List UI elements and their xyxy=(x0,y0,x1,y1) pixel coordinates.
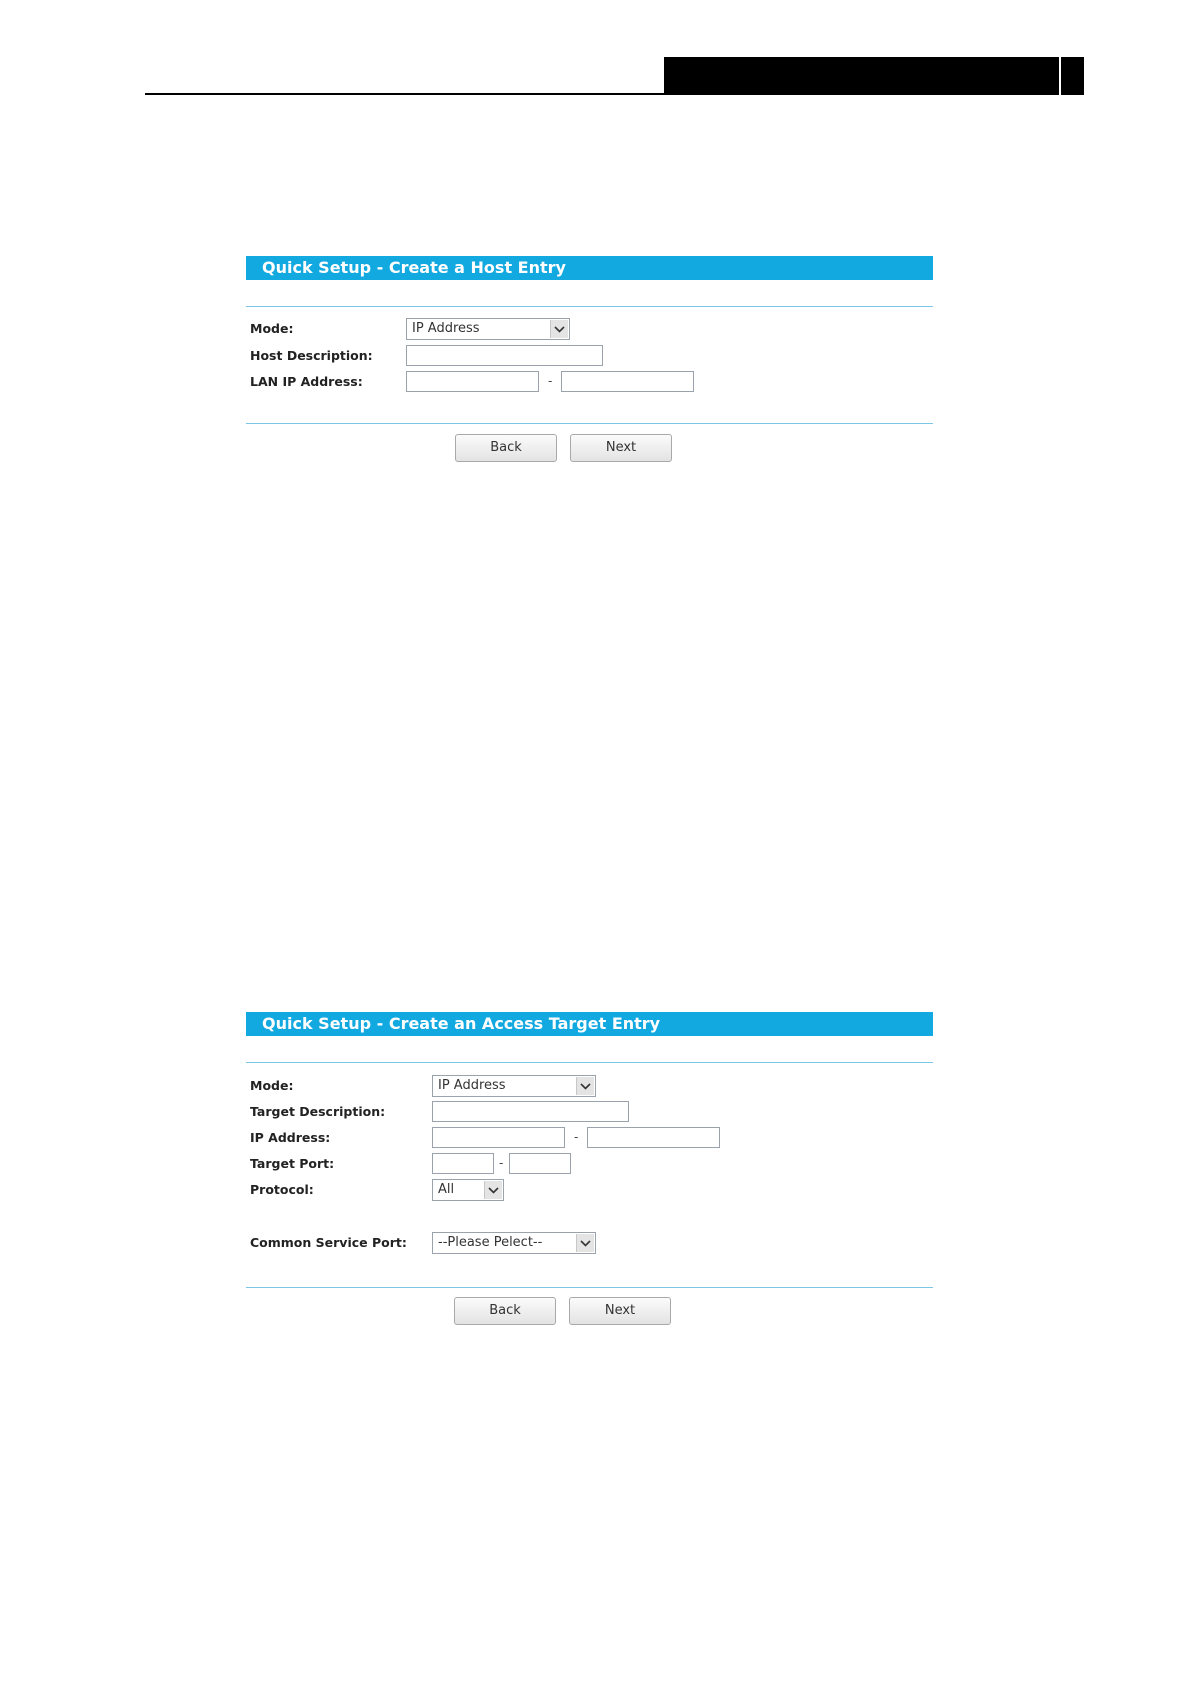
page-header-bar xyxy=(664,57,1059,95)
bottom-divider xyxy=(246,1287,933,1288)
target-description-label: Target Description: xyxy=(250,1104,386,1119)
lan-ip-start-input[interactable] xyxy=(406,371,539,392)
bottom-divider xyxy=(246,423,933,424)
panel-title: Quick Setup - Create an Access Target Entry xyxy=(246,1012,933,1036)
protocol-select[interactable] xyxy=(432,1179,504,1201)
lan-ip-address-label: LAN IP Address: xyxy=(250,374,363,389)
back-button[interactable]: Back xyxy=(455,434,557,462)
mode-select[interactable] xyxy=(432,1075,596,1097)
range-separator: - xyxy=(574,1130,579,1144)
common-service-port-select-value: --Please Pelect-- xyxy=(438,1235,543,1250)
target-port-start-input[interactable] xyxy=(432,1153,494,1174)
mode-label: Mode: xyxy=(250,321,294,336)
target-description-input[interactable] xyxy=(432,1101,629,1122)
host-description-label: Host Description: xyxy=(250,348,373,363)
chevron-down-icon xyxy=(576,1077,594,1095)
top-divider xyxy=(246,306,933,307)
protocol-select-value: All xyxy=(438,1182,455,1197)
common-service-port-label: Common Service Port: xyxy=(250,1235,407,1250)
back-button[interactable]: Back xyxy=(454,1297,556,1325)
panel-title: Quick Setup - Create a Host Entry xyxy=(246,256,933,280)
ip-address-start-input[interactable] xyxy=(432,1127,565,1148)
common-service-port-select[interactable] xyxy=(432,1232,596,1254)
top-divider xyxy=(246,1062,933,1063)
next-button[interactable]: Next xyxy=(569,1297,671,1325)
mode-select-value: IP Address xyxy=(412,321,480,336)
page-header-bar-end xyxy=(1061,57,1084,95)
mode-select-value: IP Address xyxy=(438,1078,506,1093)
chevron-down-icon xyxy=(484,1181,502,1199)
target-port-label: Target Port: xyxy=(250,1156,335,1171)
mode-select[interactable] xyxy=(406,318,570,340)
chevron-down-icon xyxy=(550,320,568,338)
next-button[interactable]: Next xyxy=(570,434,672,462)
ip-address-end-input[interactable] xyxy=(587,1127,720,1148)
access-target-panel xyxy=(246,1012,933,1332)
range-separator: - xyxy=(499,1156,504,1170)
host-description-input[interactable] xyxy=(406,345,603,366)
protocol-label: Protocol: xyxy=(250,1182,314,1197)
range-separator: - xyxy=(548,374,553,388)
ip-address-label: IP Address: xyxy=(250,1130,331,1145)
target-port-end-input[interactable] xyxy=(509,1153,571,1174)
mode-label: Mode: xyxy=(250,1078,294,1093)
host-entry-panel xyxy=(246,256,933,466)
lan-ip-end-input[interactable] xyxy=(561,371,694,392)
chevron-down-icon xyxy=(576,1234,594,1252)
